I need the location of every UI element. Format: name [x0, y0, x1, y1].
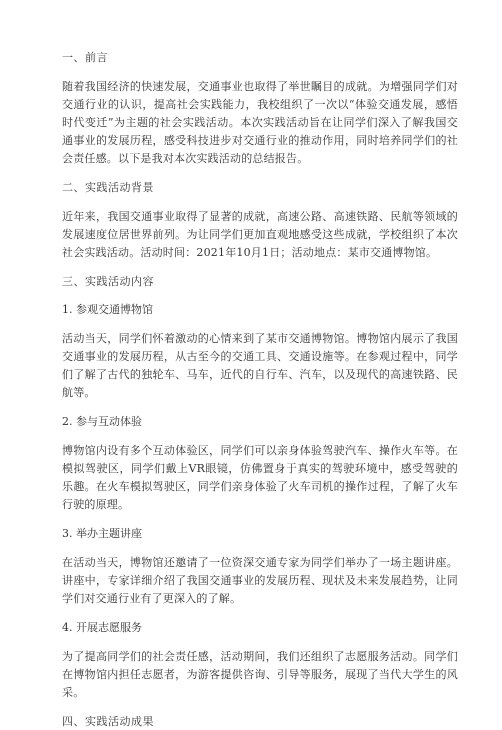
paragraph-interactive: 博物馆内设有多个互动体验区，同学们可以亲身体验驾驶汽车、操作火车等。在模拟驾驶区，同学们戴上VR眼镜，仿佛置身于真实的驾驶环境中，感受驾驶的乐趣。在火车模拟驾驶区，同学们亲身体验了火车司机的操作过程，了解了火车行驶的原理。 — [62, 444, 458, 511]
paragraph-lecture: 在活动当天，博物馆还邀请了一位资深交通专家为同学们举办了一场主题讲座。讲座中，专家详细介绍了我国交通事业的发展历程、现状及未来发展趋势，让同学们对交通行业有了更深入的了解。 — [62, 556, 458, 605]
section-heading-preface: 一、前言 — [62, 51, 108, 64]
paragraph-preface: 随着我国经济的快速发展，交通事业也取得了举世瞩目的成就。为增强同学们对交通行业的认识，提高社会实践能力，我校组织了一次以“体验交通发展，感悟时代变迁”为主题的社会实践活动。本次实践活动旨在让同学们深入了解我国交通事业的发展历程，感受科技进步对交通行业的推动作用，同时培养同学们的社会责任感。以下是我对本次实践活动的总结报告。 — [62, 80, 458, 165]
section-heading-content: 三、实践活动内容 — [62, 275, 154, 288]
section-heading-background: 二、实践活动背景 — [62, 181, 154, 194]
subheading-museum-visit: 1. 参观交通博物馆 — [62, 303, 153, 316]
paragraph-museum-visit: 活动当天，同学们怀着激动的心情来到了某市交通博物馆。博物馆内展示了我国交通事业的发展历程，从古至今的交通工具、交通设施等。在参观过程中，同学们了解了古代的独轮车、马车，近代的自行车、汽车，以及现代的高速铁路、民航等。 — [62, 332, 458, 399]
subheading-volunteer: 4. 开展志愿服务 — [62, 621, 142, 634]
paragraph-background: 近年来，我国交通事业取得了显著的成就，高速公路、高速铁路、民航等领域的发展速度位居世界前列。为让同学们更加直观地感受这些成就，学校组织了本次社会实践活动。活动时间：2021年10月1日；活动地点：某市交通博物馆。 — [62, 210, 458, 259]
subheading-interactive: 2. 参与互动体验 — [62, 415, 142, 428]
subheading-lecture: 3. 举办主题讲座 — [62, 527, 142, 540]
section-heading-results: 四、实践活动成果 — [62, 715, 154, 728]
paragraph-volunteer: 为了提高同学们的社会责任感，活动期间，我们还组织了志愿服务活动。同学们在博物馆内担任志愿者，为游客提供咨询、引导等服务，展现了当代大学生的风采。 — [62, 650, 458, 699]
